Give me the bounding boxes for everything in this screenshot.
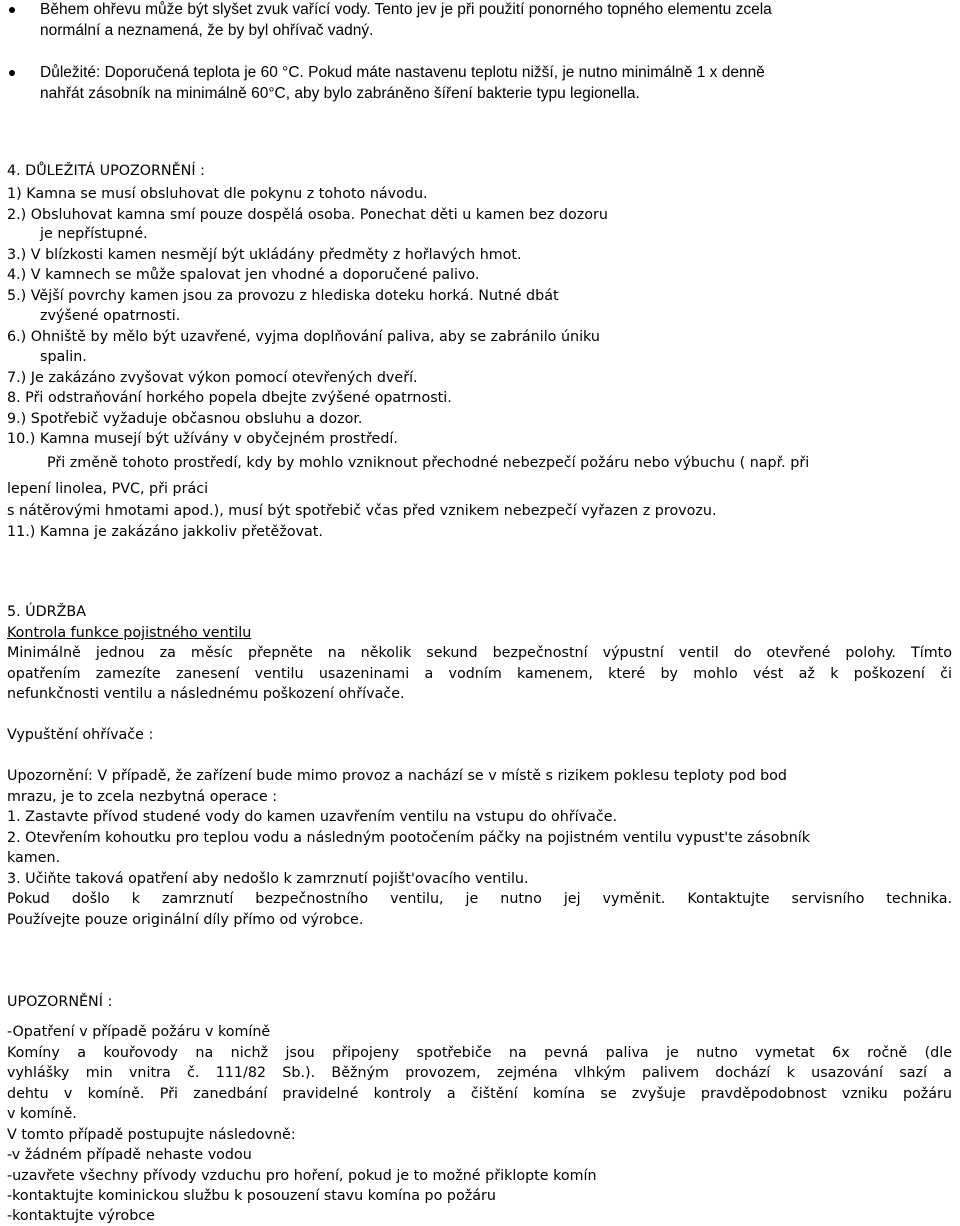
safety-item: 11.) Kamna je zakázáno jakkoliv přetěžovat. (7, 524, 323, 540)
drain-line: 1. Zastavte přívod studené vody do kamen uzavřením ventilu na vstupu do ohřívače. (7, 809, 618, 825)
warning-line: Komíny a kouřovody na nichž jsou připojeny spotřebiče na pevná paliva je nutno vymetat 6x ročně (dle (7, 1045, 952, 1061)
warning-line: vyhlášky min vnitra č. 111/82 Sb.). Běžným provozem, zejména vlhkým palivem dochází k usazování sazí a (7, 1065, 952, 1081)
safety-item: 3.) V blízkosti kamen nesmějí být ukládány předměty z hořlavých hmot. (7, 247, 522, 263)
bullet-1-line-2: normální a neznamená, že by byl ohřívač vadný. (40, 22, 374, 39)
bullet-1-line-1: Během ohřevu může být slyšet zvuk vařící vody. Tento jev je při použití ponorného topného elementu zcela (40, 1, 772, 18)
safety-item: 10.) Kamna musejí být užívány v obyčejném prostředí. (7, 431, 398, 447)
safety-item: 9.) Spotřebič vyžaduje občasnou obsluhu a dozor. (7, 411, 363, 427)
drain-line: 3. Učiňte taková opatření aby nedošlo k zamrznutí pojišt'ovacího ventilu. (7, 871, 529, 887)
safety-item: 6.) Ohniště by mělo být uzavřené, vyjma doplňování paliva, aby se zabránilo úniku (7, 329, 600, 345)
warning-line: -kontaktujte kominickou službu k posouzení stavu komína po požáru (7, 1188, 496, 1204)
maintenance-paragraph-line: nefunkčnosti ventilu a následnému poškození ohřívače. (7, 686, 405, 702)
warning-subheading: -Opatření v případě požáru v komíně (7, 1024, 271, 1040)
warning-line: v komíně. (7, 1106, 77, 1122)
warning-line: dehtu v komíně. Při zanedbání pravidelné kontroly a čištění komína se zvyšuje pravděpodobnost vzniku požáru (7, 1086, 952, 1102)
warning-heading: UPOZORNĚNÍ : (7, 994, 113, 1010)
safety-note-line: lepení linolea, PVC, při práci (7, 481, 209, 497)
bullet-icon (9, 70, 15, 76)
drain-line: Používejte pouze originální díly přímo od výrobce. (7, 912, 364, 928)
safety-item: 1) Kamna se musí obsluhovat dle pokynu z tohoto návodu. (7, 186, 428, 202)
drain-line: kamen. (7, 850, 61, 866)
safety-item-continuation: je nepřístupné. (40, 226, 148, 242)
drain-line: mrazu, je to zcela nezbytná operace : (7, 789, 278, 805)
safety-note-line: Při změně tohoto prostředí, kdy by mohlo vzniknout přechodné nebezpečí požáru nebo výbuchu ( např. při (47, 455, 810, 471)
safety-note-line: s nátěrovými hmotami apod.), musí být spotřebič včas před vznikem nebezpečí vyřazen z provozu. (7, 503, 717, 519)
warning-line: V tomto případě postupujte následovně: (7, 1127, 296, 1143)
safety-item: 5.) Vější povrchy kamen jsou za provozu z hlediska doteku horká. Nutné dbát (7, 288, 559, 304)
safety-item: 7.) Je zakázáno zvyšovat výkon pomocí otevřených dveří. (7, 370, 418, 386)
bullet-2-line-2: nahřát zásobník na minimálně 60°C, aby bylo zabráněno šíření bakterie typu legionella. (40, 85, 640, 102)
bullet-2-line-1: Důležité: Doporučená teplota je 60 °C. Pokud máte nastavenu teplotu nižší, je nutno minimálně 1 x denně (40, 64, 765, 81)
drain-line: Pokud došlo k zamrznutí bezpečnostního ventilu, je nutno jej vyměnit. Kontaktujte servisního technika. (7, 891, 952, 907)
drain-line: 2. Otevřením kohoutku pro teplou vodu a následným pootočením páčky na pojistném ventilu vypust'te zásobník (7, 830, 811, 846)
safety-item: 8. Při odstraňování horkého popela dbejte zvýšené opatrnosti. (7, 390, 452, 406)
warning-line: -kontaktujte výrobce (7, 1208, 155, 1224)
safety-item: 4.) V kamnech se může spalovat jen vhodné a doporučené palivo. (7, 267, 480, 283)
safety-item: 2.) Obsluhovat kamna smí pouze dospělá osoba. Ponechat děti u kamen bez dozoru (7, 207, 608, 223)
drain-heading: Vypuštění ohřívače : (7, 727, 154, 743)
warning-line: -v žádném případě nehaste vodou (7, 1147, 252, 1163)
safety-item-continuation: spalin. (40, 349, 87, 365)
section-5-heading: 5. ÚDRŽBA (7, 604, 86, 620)
warning-line: -uzavřete všechny přívody vzduchu pro hoření, pokud je to možné přiklopte komín (7, 1168, 597, 1184)
maintenance-paragraph-line: opatřením zamezíte zanesení ventilu usazeninami a vodním kamenem, které by mohlo vést až k poškození či (7, 666, 952, 682)
section-4-heading: 4. DŮLEŽITÁ UPOZORNĚNÍ : (7, 163, 205, 179)
drain-line: Upozornění: V případě, že zařízení bude mimo provoz a nachází se v místě s rizikem poklesu teploty pod bod (7, 768, 787, 784)
bullet-icon (9, 7, 15, 13)
section-5-subheading: Kontrola funkce pojistného ventilu (7, 625, 252, 641)
maintenance-paragraph-line: Minimálně jednou za měsíc přepněte na několik sekund bezpečnostní výpustní ventil do otevřené polohy. Tímto (7, 645, 952, 661)
safety-item-continuation: zvýšené opatrnosti. (40, 308, 181, 324)
